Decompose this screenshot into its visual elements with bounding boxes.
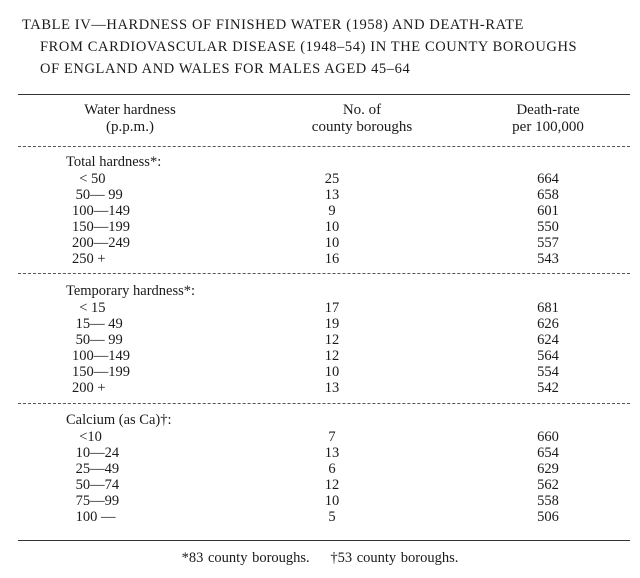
table-title	[22, 14, 634, 80]
table-row	[0, 429, 640, 445]
header-text: No. of	[342, 102, 382, 118]
header-text: per 100,000	[512, 119, 584, 135]
rate-cell: 564	[537, 348, 559, 364]
count-cell: 7	[328, 429, 336, 445]
range-cell: 15— 49	[72, 316, 123, 332]
section-divider	[18, 273, 630, 274]
count-cell: 6	[328, 461, 336, 477]
range-cell: 200 +	[72, 380, 106, 396]
range-cell: < 15	[72, 300, 106, 316]
rate-cell: 664	[537, 171, 559, 187]
range-cell: 100—149	[72, 203, 130, 219]
header-top-rule	[18, 94, 630, 95]
table-row	[0, 219, 640, 235]
count-cell: 13	[324, 380, 340, 396]
count-cell: 10	[324, 219, 340, 235]
count-cell: 25	[324, 171, 340, 187]
rate-cell: 658	[537, 187, 559, 203]
range-cell: 50— 99	[72, 332, 123, 348]
rate-cell: 629	[537, 461, 559, 477]
table-row	[0, 364, 640, 380]
rate-cell: 542	[537, 380, 559, 396]
section-title: Calcium (as Ca)†:	[66, 412, 172, 428]
section-title: Total hardness*:	[66, 154, 162, 170]
rate-cell: 626	[537, 316, 559, 332]
table-row	[0, 493, 640, 509]
count-cell: 19	[324, 316, 340, 332]
range-cell: 250 +	[72, 251, 106, 267]
title-line: OF ENGLAND AND WALES FOR MALES AGED 45–64	[40, 61, 411, 77]
rate-cell: 554	[537, 364, 559, 380]
header-text: county boroughs	[311, 119, 413, 135]
count-cell: 12	[324, 477, 340, 493]
range-cell: 25—49	[72, 461, 120, 477]
count-cell: 9	[328, 203, 336, 219]
header-death-rate	[478, 102, 618, 136]
rate-cell: 601	[537, 203, 559, 219]
rate-cell: 681	[537, 300, 559, 316]
range-cell: 75—99	[72, 493, 120, 509]
count-cell: 12	[324, 332, 340, 348]
table-row	[0, 380, 640, 396]
section-divider	[18, 403, 630, 404]
table-row	[0, 332, 640, 348]
rate-cell: 624	[537, 332, 559, 348]
footnote: †53 county boroughs.	[330, 550, 459, 566]
header-text: Death-rate	[516, 102, 580, 118]
title-line: FROM CARDIOVASCULAR DISEASE (1948–54) IN THE COUNTY BOROUGHS	[40, 39, 578, 55]
range-cell: 50— 99	[72, 187, 123, 203]
count-cell: 17	[324, 300, 340, 316]
range-cell: 150—199	[72, 219, 130, 235]
table-row	[0, 235, 640, 251]
count-cell: 13	[324, 445, 340, 461]
title-line: TABLE IV—HARDNESS OF FINISHED WATER (1958) AND DEATH-RATE	[22, 17, 525, 33]
range-cell: 10—24	[72, 445, 120, 461]
rate-cell: 557	[537, 235, 559, 251]
header-text: Water hardness	[84, 102, 176, 118]
count-cell: 5	[328, 509, 336, 525]
header-water-hardness	[40, 102, 220, 136]
range-cell: 150—199	[72, 364, 130, 380]
count-cell: 12	[324, 348, 340, 364]
table-row	[0, 300, 640, 316]
range-cell: <10	[72, 429, 102, 445]
table-row	[0, 251, 640, 267]
header-text: (p.p.m.)	[106, 119, 154, 135]
header-bottom-rule	[18, 146, 630, 147]
table-row	[0, 187, 640, 203]
header-county-boroughs	[262, 102, 462, 136]
range-cell: 100 —	[72, 509, 116, 525]
table-row	[0, 461, 640, 477]
table-row	[0, 203, 640, 219]
table-row	[0, 509, 640, 525]
table-row	[0, 348, 640, 364]
rate-cell: 660	[537, 429, 559, 445]
rate-cell: 558	[537, 493, 559, 509]
rate-cell: 543	[537, 251, 559, 267]
count-cell: 13	[324, 187, 340, 203]
range-cell: 200—249	[72, 235, 130, 251]
footnotes	[0, 550, 640, 567]
rate-cell: 562	[537, 477, 559, 493]
rate-cell: 550	[537, 219, 559, 235]
count-cell: 10	[324, 493, 340, 509]
table-row	[0, 445, 640, 461]
table-row	[0, 477, 640, 493]
range-cell: 50—74	[72, 477, 120, 493]
table-row	[0, 316, 640, 332]
count-cell: 10	[324, 235, 340, 251]
count-cell: 16	[324, 251, 340, 267]
table-row	[0, 171, 640, 187]
table-bottom-rule	[18, 540, 630, 541]
section-title: Temporary hardness*:	[66, 283, 196, 299]
range-cell: 100—149	[72, 348, 130, 364]
range-cell: < 50	[72, 171, 106, 187]
count-cell: 10	[324, 364, 340, 380]
rate-cell: 654	[537, 445, 559, 461]
footnote: *83 county boroughs.	[181, 550, 310, 566]
rate-cell: 506	[537, 509, 559, 525]
